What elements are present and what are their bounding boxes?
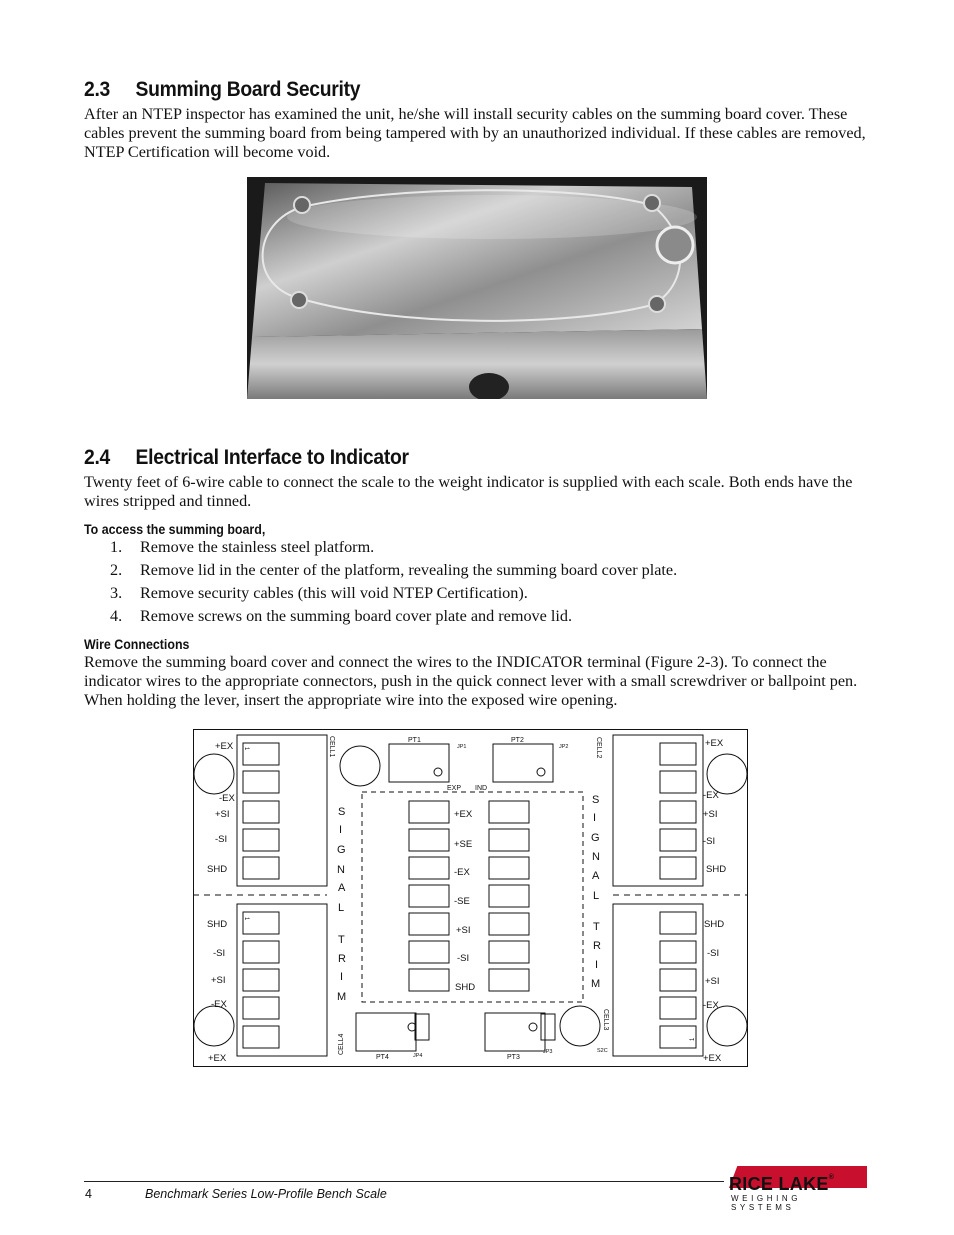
signal-trim-letter: T [338,934,345,946]
bl-label: +EX [208,1053,227,1064]
logo-main-text: RICE LAKE® [729,1174,835,1194]
cell4-label: CELL4 [338,1033,345,1055]
jp3-label: JP3 [543,1049,553,1055]
logo-sub-text: WEIGHING SYSTEMS [731,1194,802,1212]
signal-trim-letter: I [339,824,343,836]
tr-label: -SI [703,836,716,847]
cell1-label: CELL1 [328,736,335,758]
pt1-label: PT1 [408,737,421,744]
tr-label: +EX [705,738,724,749]
exp-label: EXP [447,785,462,792]
jp4-label: JP4 [413,1053,423,1059]
signal-trim-letter: I [595,959,599,971]
br-label: +EX [703,1053,722,1064]
section-title: Summing Board Security [135,78,361,101]
wire-connections-heading: Wire Connections [84,637,190,652]
signal-trim-letter: G [337,844,346,856]
pt2-label: PT2 [511,737,524,744]
signal-trim-letter: R [338,953,346,965]
tl-label: +SI [215,809,230,820]
bl-label: +SI [211,975,226,986]
section-number: 2.3 [84,78,111,101]
section-2-3-body: After an NTEP inspector has examined the unit, he/she will install security cables on the summing board cover. These cables prevent the summing board from being tampered with by an unauthorized individual. If these cables are removed, NTEP Certification will become void. [84,105,866,161]
s2c-label: S2C [597,1048,608,1054]
signal-trim-letter: L [338,902,345,914]
section-2-4-body: Twenty feet of 6-wire cable to connect the scale to the weight indicator is supplied with each scale. Both ends have the wires stripped and tinned. [84,473,853,510]
signal-trim-letter: S [338,806,346,818]
section-2-4-heading [84,446,409,470]
tr-label: -EX [703,790,719,801]
signal-trim-letter: L [593,890,600,902]
signal-trim-letter: M [337,991,347,1003]
ind-label: +SE [454,839,473,850]
page-number: 4 [85,1187,92,1201]
ind-label: +SI [456,925,471,936]
br-label: SHD [704,919,725,930]
section-number: 2.4 [84,446,111,469]
bl-label: -EX [211,999,227,1010]
signal-trim-letter: R [593,940,601,952]
signal-trim-letter: I [593,812,597,824]
br-label: -EX [703,1000,719,1011]
tr-label: SHD [706,864,727,875]
summing-board-diagram [193,729,748,1067]
access-heading: To access the summing board, [84,522,266,537]
footer-rule [84,1181,724,1182]
ind-label: -EX [454,867,470,878]
pin-one-label: 1 [690,1037,696,1041]
tl-label: -SI [215,834,228,845]
ind-label: -SE [454,896,470,907]
signal-trim-letter: A [592,870,600,882]
rice-lake-logo [729,1166,867,1212]
ind-label: SHD [455,982,476,993]
br-label: -SI [707,948,720,959]
step-item: 3. Remove security cables (this will void NTEP Certification). [110,584,528,602]
step-item: 1. Remove the stainless steel platform. [110,538,375,556]
pin-one-label: 1 [243,917,249,921]
section-2-3-heading [84,78,360,102]
access-steps [110,538,677,630]
jp1-label: JP1 [457,744,467,750]
pin-one-label: 1 [243,747,249,751]
signal-trim-letter: G [591,832,600,844]
signal-trim-letter: T [593,921,600,933]
br-label: +SI [705,976,720,987]
bl-label: SHD [207,919,228,930]
tl-label: -EX [219,793,235,804]
signal-trim-letter: N [592,851,600,863]
bl-label: -SI [213,948,226,959]
wire-connections-body: Remove the summing board cover and connect the wires to the INDICATOR terminal (Figure 2-3). To connect the indicator wires to the appropriate connectors, push in the quick connect lever with a small screwdriver or ballpoint pen. When holding the lever, insert the appropriate wire into the exposed wire opening. [84,653,858,709]
ind-label: +EX [454,809,473,820]
signal-trim-letter: S [592,794,600,806]
signal-trim-letter: M [591,978,601,990]
cell2-label: CELL2 [595,737,602,759]
section-title: Electrical Interface to Indicator [135,446,409,469]
step-item: 2. Remove lid in the center of the platform, revealing the summing board cover plate. [110,561,678,579]
jp2-label: JP2 [559,744,569,750]
step-item: 4. Remove screws on the summing board cover plate and remove lid. [110,607,572,625]
tl-label: SHD [207,864,228,875]
tr-label: +SI [703,809,718,820]
summing-board-cover-photo [247,177,707,399]
signal-trim-letter: I [340,971,344,983]
ind-label-top: IND [475,785,488,792]
pt4-label: PT4 [376,1054,389,1061]
pt3-label: PT3 [507,1054,520,1061]
signal-trim-letter: N [337,864,345,876]
signal-trim-letter: A [338,882,346,894]
cell3-label: CELL3 [602,1009,609,1031]
tl-label: +EX [215,741,234,752]
ind-label: -SI [457,953,470,964]
footer-title: Benchmark Series Low-Profile Bench Scale [145,1187,387,1201]
